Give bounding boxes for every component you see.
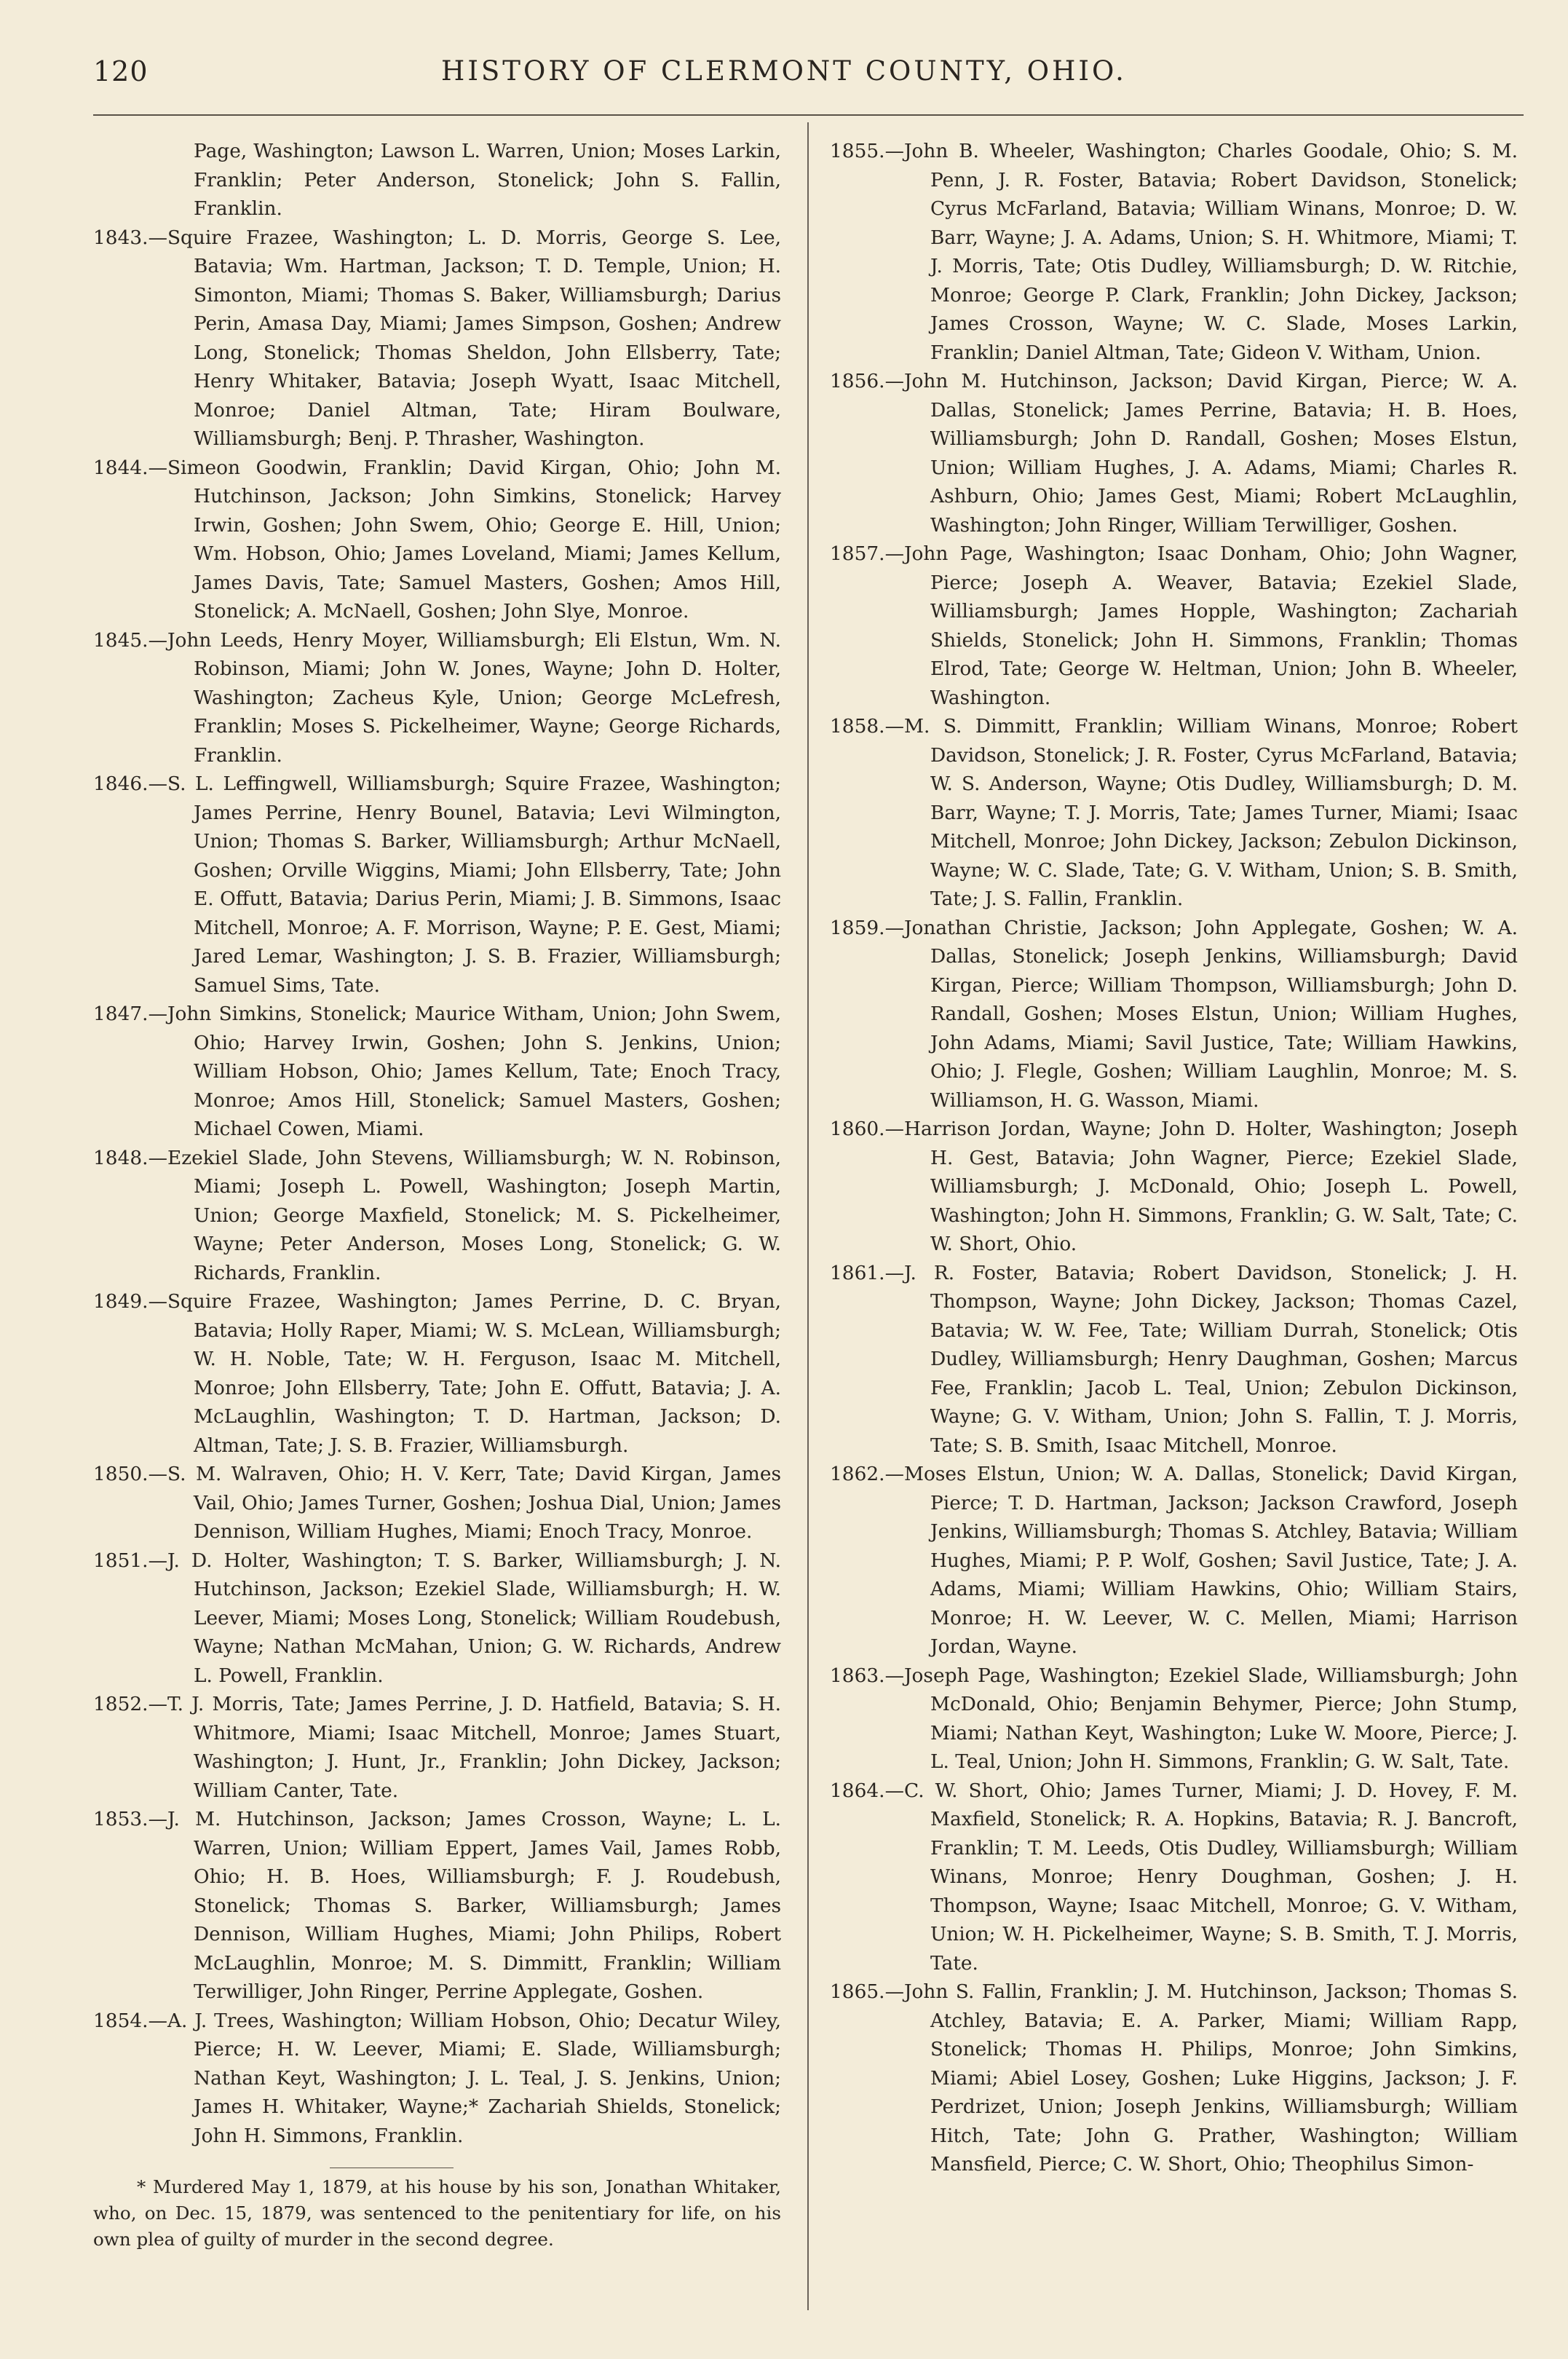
entry-text: —Squire Frazee, Washington; James Perrine, D. C. Bryan, Batavia; Holly Raper, Miami; W. S. McLean, Williamsburgh; W. H. Noble, Tate; W. H. Ferguson, Isaac M. Mitchell, Monroe; John Ellsberry, Tate; John E. Offutt, Batavia; J. A. McLaughlin, Washington; T. D. Hartman, Jackson; D. Altman, Tate; J. S. B. Frazier, Williamsburgh. bbox=[148, 1290, 781, 1457]
entry-year: 1846. bbox=[93, 772, 149, 795]
entry-text: —Ezekiel Slade, John Stevens, Williamsburgh; W. N. Robinson, Miami; Joseph L. Powell, Washington; Joseph Martin, Union; George Maxfield, Stonelick; M. S. Pickelheimer, Wayne; Peter Anderson, Moses Long, Stonelick; G. W. Richards, Franklin. bbox=[148, 1146, 781, 1284]
entry-year: 1862. bbox=[830, 1463, 885, 1485]
entry-text: —John M. Hutchinson, Jackson; David Kirgan, Pierce; W. A. Dallas, Stonelick; James Perrine, Batavia; H. B. Hoes, Williamsburgh; John D. Randall, Goshen; Moses Elstun, Union; William Hughes, J. A. Adams, Miami; Charles R. Ashburn, Ohio; James Gest, Miami; Robert McLaughlin, Washington; John Ringer, William Terwilliger, Goshen. bbox=[884, 370, 1518, 537]
entry-1857 bbox=[830, 540, 1518, 712]
entry-text: —John Page, Washington; Isaac Donham, Ohio; John Wagner, Pierce; Joseph A. Weaver, Batavia; Ezekiel Slade, Williamsburgh; James Hopple, Washington; Zachariah Shields, Stonelick; John H. Simmons, Franklin; Thomas Elrod, Tate; George W. Heltman, Union; John B. Wheeler, Washington. bbox=[884, 542, 1518, 709]
right-column bbox=[830, 137, 1518, 2179]
entry-year: 1854. bbox=[93, 2009, 149, 2032]
entry-year: 1863. bbox=[830, 1664, 885, 1687]
entry-text: —Joseph Page, Washington; Ezekiel Slade, Williamsburgh; John McDonald, Ohio; Benjamin Behymer, Pierce; John Stump, Miami; Nathan Keyt, Washington; Luke W. Moore, Pierce; J. L. Teal, Union; John H. Simmons, Franklin; G. W. Salt, Tate. bbox=[884, 1664, 1518, 1773]
entry-1843 bbox=[93, 224, 781, 454]
entry-text: —John B. Wheeler, Washington; Charles Goodale, Ohio; S. M. Penn, J. R. Foster, Batavia; Robert Davidson, Stonelick; Cyrus McFarland, Batavia; William Winans, Monroe; D. W. Barr, Wayne; J. A. Adams, Union; S. H. Whitmore, Miami; T. J. Morris, Tate; Otis Dudley, Williamsburgh; D. W. Ritchie, Monroe; George P. Clark, Franklin; John Dickey, Jackson; James Crosson, Wayne; W. C. Slade, Moses Larkin, Franklin; Daniel Altman, Tate; Gideon V. Witham, Union. bbox=[884, 140, 1518, 364]
entry-year: 1843. bbox=[93, 226, 149, 249]
entry-1864 bbox=[830, 1777, 1518, 1978]
entry-year: 1849. bbox=[93, 1290, 149, 1313]
entry-1845 bbox=[93, 626, 781, 770]
entry-year: 1844. bbox=[93, 456, 149, 479]
entry-text: —C. W. Short, Ohio; James Turner, Miami; J. D. Hovey, F. M. Maxfield, Stonelick; R. A. Hopkins, Batavia; R. J. Bancroft, Franklin; T. M. Leeds, Otis Dudley, Williamsburgh; William Winans, Monroe; Henry Doughman, Goshen; J. H. Thompson, Wayne; Isaac Mitchell, Monroe; G. V. Witham, Union; W. H. Pickelheimer, Wayne; S. B. Smith, T. J. Morris, Tate. bbox=[884, 1779, 1518, 1975]
entry-text: —Harrison Jordan, Wayne; John D. Holter, Washington; Joseph H. Gest, Batavia; John Wagner, Pierce; Ezekiel Slade, Williamsburgh; J. McDonald, Ohio; Joseph L. Powell, Washington; John H. Simmons, Franklin; G. W. Salt, Tate; C. W. Short, Ohio. bbox=[884, 1118, 1518, 1255]
entry-1856 bbox=[830, 367, 1518, 540]
entry-1850 bbox=[93, 1460, 781, 1546]
entry-text: —Jonathan Christie, Jackson; John Applegate, Goshen; W. A. Dallas, Stonelick; Joseph Jenkins, Williamsburgh; David Kirgan, Pierce; William Thompson, Williamsburgh; John D. Randall, Goshen; Moses Elstun, Union; William Hughes, John Adams, Miami; Savil Justice, Tate; William Hawkins, Ohio; J. Flegle, Goshen; William Laughlin, Monroe; M. S. Williamson, H. G. Wasson, Miami. bbox=[884, 916, 1518, 1112]
entry-year: 1845. bbox=[93, 628, 149, 652]
entry-1860 bbox=[830, 1115, 1518, 1259]
entry-1855 bbox=[830, 137, 1518, 367]
entry-year: 1855. bbox=[830, 140, 885, 162]
running-head: HISTORY OF CLERMONT COUNTY, OHIO. bbox=[441, 55, 1127, 87]
entry-year: 1853. bbox=[93, 1808, 149, 1830]
entry-year: 1850. bbox=[93, 1463, 149, 1485]
entry-text: —John Leeds, Henry Moyer, Williamsburgh; Eli Elstun, Wm. N. Robinson, Miami; John W. Jones, Wayne; John D. Holter, Washington; Zacheus Kyle, Union; George McLefresh, Franklin; Moses S. Pickelheimer, Wayne; George Richards, Franklin. bbox=[148, 628, 781, 767]
entry-1863 bbox=[830, 1661, 1518, 1777]
entry-year: 1851. bbox=[93, 1549, 149, 1572]
entry-1859 bbox=[830, 914, 1518, 1115]
entry-1844 bbox=[93, 454, 781, 626]
entry-year: 1847. bbox=[93, 1003, 149, 1025]
entry-1849 bbox=[93, 1287, 781, 1460]
entry-year: 1864. bbox=[830, 1779, 885, 1802]
entry-text: —S. M. Walraven, Ohio; H. V. Kerr, Tate; David Kirgan, James Vail, Ohio; James Turner, Goshen; Joshua Dial, Union; James Dennison, William Hughes, Miami; Enoch Tracy, Monroe. bbox=[148, 1463, 781, 1543]
header-rule bbox=[93, 114, 1524, 116]
entry-1858 bbox=[830, 712, 1518, 914]
entry-1846 bbox=[93, 770, 781, 1000]
entry-1854 bbox=[93, 2007, 781, 2151]
entry-1862 bbox=[830, 1460, 1518, 1661]
entry-text: —J. D. Holter, Washington; T. S. Barker, Williamsburgh; J. N. Hutchinson, Jackson; Ezekiel Slade, Williamsburgh; H. W. Leever, Miami; Moses Long, Stonelick; William Roudebush, Wayne; Nathan McMahan, Union; G. W. Richards, Andrew L. Powell, Franklin. bbox=[148, 1549, 781, 1687]
left-column bbox=[93, 137, 781, 2253]
entry-year: 1860. bbox=[830, 1118, 885, 1140]
entry-1853 bbox=[93, 1805, 781, 2007]
entry-1848 bbox=[93, 1144, 781, 1288]
entry-year: 1859. bbox=[830, 916, 885, 939]
entry-text: —T. J. Morris, Tate; James Perrine, J. D. Hatfield, Batavia; S. H. Whitmore, Miami; Isaac Mitchell, Monroe; James Stuart, Washington; J. Hunt, Jr., Franklin; John Dickey, Jackson; William Canter, Tate. bbox=[148, 1693, 781, 1802]
continuation-entry: Page, Washington; Lawson L. Warren, Union; Moses Larkin, Franklin; Peter Anderson, Stonelick; John S. Fallin, Franklin. bbox=[194, 140, 781, 220]
entry-text: —S. L. Leffingwell, Williamsburgh; Squire Frazee, Washington; James Perrine, Henry Bounel, Batavia; Levi Wilmington, Union; Thomas S. Barker, Williamsburgh; Arthur McNaell, Goshen; Orville Wiggins, Miami; John Ellsberry, Tate; John E. Offutt, Batavia; Darius Perin, Miami; J. B. Simmons, Isaac Mitchell, Monroe; A. F. Morrison, Wayne; P. E. Gest, Miami; Jared Lemar, Washington; J. S. B. Frazier, Williamsburgh; Samuel Sims, Tate. bbox=[148, 772, 781, 997]
entry-1865 bbox=[830, 1977, 1518, 2179]
page-number: 120 bbox=[93, 55, 149, 87]
entry-year: 1852. bbox=[93, 1693, 149, 1715]
entry-1851 bbox=[93, 1546, 781, 1691]
entry-text: —John Simkins, Stonelick; Maurice Witham, Union; John Swem, Ohio; Harvey Irwin, Goshen; John S. Jenkins, Union; William Hobson, Ohio; James Kellum, Tate; Enoch Tracy, Monroe; Amos Hill, Stonelick; Samuel Masters, Goshen; Michael Cowen, Miami. bbox=[148, 1003, 781, 1140]
entry-text: —A. J. Trees, Washington; William Hobson, Ohio; Decatur Wiley, Pierce; H. W. Leever, Miami; E. Slade, Williamsburgh; Nathan Keyt, Washington; J. L. Teal, J. S. Jenkins, Union; James H. Whitaker, Wayne;* Zachariah Shields, Stonelick; John H. Simmons, Franklin. bbox=[148, 2009, 781, 2147]
entry-1861 bbox=[830, 1259, 1518, 1461]
entry-year: 1858. bbox=[830, 715, 885, 738]
entry-text: —John S. Fallin, Franklin; J. M. Hutchinson, Jackson; Thomas S. Atchley, Batavia; E. A. Parker, Miami; William Rapp, Stonelick; Thomas H. Philips, Monroe; John Simkins, Miami; Abiel Losey, Goshen; Luke Higgins, Jackson; J. F. Perdrizet, Union; Joseph Jenkins, Williamsburgh; William Hitch, Tate; John G. Prather, Washington; William Mansfield, Pierce; C. W. Short, Ohio; Theophilus Simon- bbox=[884, 1980, 1518, 2176]
entry-text: —J. R. Foster, Batavia; Robert Davidson, Stonelick; J. H. Thompson, Wayne; John Dickey, Jackson; Thomas Cazel, Batavia; W. W. Fee, Tate; William Durrah, Stonelick; Otis Dudley, Williamsburgh; Henry Daughman, Goshen; Marcus Fee, Franklin; Jacob L. Teal, Union; Zebulon Dickinson, Wayne; G. V. Witham, Union; John S. Fallin, T. J. Morris, Tate; S. B. Smith, Isaac Mitchell, Monroe. bbox=[884, 1261, 1518, 1457]
entry-text: —Simeon Goodwin, Franklin; David Kirgan, Ohio; John M. Hutchinson, Jackson; John Simkins, Stonelick; Harvey Irwin, Goshen; John Swem, Ohio; George E. Hill, Union; Wm. Hobson, Ohio; James Loveland, Miami; James Kellum, James Davis, Tate; Samuel Masters, Goshen; Amos Hill, Stonelick; A. McNaell, Goshen; John Slye, Monroe. bbox=[148, 456, 781, 623]
entry-text: —J. M. Hutchinson, Jackson; James Crosson, Wayne; L. L. Warren, Union; William Eppert, James Vail, James Robb, Ohio; H. B. Hoes, Williamsburgh; F. J. Roudebush, Stonelick; Thomas S. Barker, Williamsburgh; James Dennison, William Hughes, Miami; John Philips, Robert McLaughlin, Monroe; M. S. Dimmitt, Franklin; William Terwilliger, John Ringer, Perrine Applegate, Goshen. bbox=[148, 1808, 781, 2003]
entry-text: —Moses Elstun, Union; W. A. Dallas, Stonelick; David Kirgan, Pierce; T. D. Hartman, Jackson; Jackson Crawford, Joseph Jenkins, Williamsburgh; Thomas S. Atchley, Batavia; William Hughes, Miami; P. P. Wolf, Goshen; Savil Justice, Tate; J. A. Adams, Miami; William Hawkins, Ohio; William Stairs, Monroe; H. W. Leever, W. C. Mellen, Miami; Harrison Jordan, Wayne. bbox=[884, 1463, 1518, 1658]
footnote: * Murdered May 1, 1879, at his house by his son, Jonathan Whitaker, who, on Dec. 15, 1879, was sentenced to the penitentiary for life, on his own plea of guilty of murder in the second degree. bbox=[93, 2176, 781, 2250]
entry-year: 1856. bbox=[830, 370, 885, 392]
column-divider bbox=[807, 122, 809, 2310]
entry-year: 1865. bbox=[830, 1980, 885, 2003]
entry-year: 1848. bbox=[93, 1146, 149, 1169]
entry-1852 bbox=[93, 1690, 781, 1805]
entry-year: 1857. bbox=[830, 542, 885, 565]
entry-text: —Squire Frazee, Washington; L. D. Morris, George S. Lee, Batavia; Wm. Hartman, Jackson; T. D. Temple, Union; H. Simonton, Miami; Thomas S. Baker, Williamsburgh; Darius Perin, Amasa Day, Miami; James Simpson, Goshen; Andrew Long, Stonelick; Thomas Sheldon, John Ellsberry, Tate; Henry Whitaker, Batavia; Joseph Wyatt, Isaac Mitchell, Monroe; Daniel Altman, Tate; Hiram Boulware, Williamsburgh; Benj. P. Thrasher, Washington. bbox=[148, 226, 781, 450]
entry-text: —M. S. Dimmitt, Franklin; William Winans, Monroe; Robert Davidson, Stonelick; J. R. Foster, Cyrus McFarland, Batavia; W. S. Anderson, Wayne; Otis Dudley, Williamsburgh; D. M. Barr, Wayne; T. J. Morris, Tate; James Turner, Miami; Isaac Mitchell, Monroe; John Dickey, Jackson; Zebulon Dickinson, Wayne; W. C. Slade, Tate; G. V. Witham, Union; S. B. Smith, Tate; J. S. Fallin, Franklin. bbox=[884, 715, 1518, 910]
entry-1847 bbox=[93, 1000, 781, 1144]
entry-year: 1861. bbox=[830, 1261, 885, 1284]
